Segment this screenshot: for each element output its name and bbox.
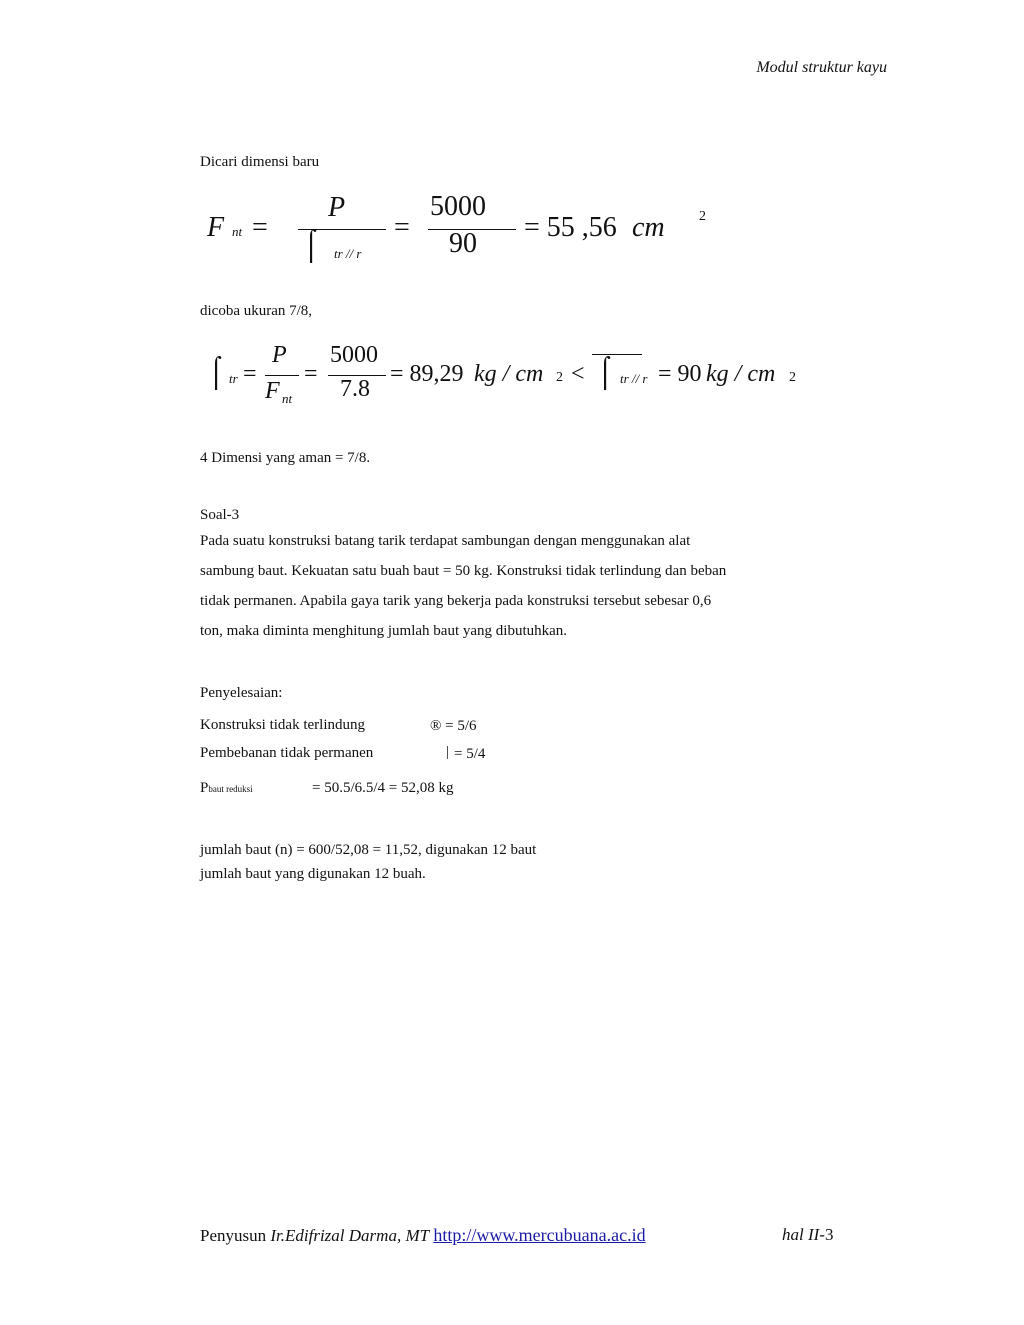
eq2-exp-1: 2 [556,370,563,385]
eq2-num-P: P [272,342,287,368]
eq2-less-than: < [571,361,585,387]
eq2-num-2: 5000 [330,342,378,368]
eq1-num-2: 5000 [430,191,486,222]
eq2-den-F-sub: nt [282,391,293,406]
eq1-result: = 55 ,56 [524,212,617,243]
solution-line-2: jumlah baut yang digunakan 12 buah. [200,866,426,882]
solution-row1-value: ® = 5/6 [430,718,477,734]
solution-row1-label: Konstruksi tidak terlindung [200,717,365,733]
eq2-result-unit: kg / cm [474,361,544,387]
solution-line-1: jumlah baut (n) = 600/52,08 = 11,52, digunakan 12 baut [200,842,537,858]
soal-line: tidak permanen. Apabila gaya tarik yang bekerja pada konstruksi tersebut sebesar 0,6 [200,593,712,609]
footer-page-prefix: hal II- [782,1225,825,1244]
eq2-allow-unit: kg / cm [706,361,776,387]
eq2-result-num: = 89,29 [390,361,464,387]
soal-line: Pada suatu konstruksi batang tarik terdapat sambungan dengan menggunakan alat [200,533,691,549]
eq1-den-sub: tr // r [334,246,362,261]
footer-page-num: 3 [824,1225,834,1244]
eq2-equals: = [243,361,257,387]
solution-title: Penyelesaian: [200,685,283,701]
soal-title: Soal-3 [200,507,240,523]
eq1-exp: 2 [699,209,706,224]
footer-page-number [782,1225,833,1245]
header-title: Modul struktur kayu [756,59,887,76]
footer-prefix: Penyusun [200,1226,267,1245]
eq2-exp-2: 2 [789,370,796,385]
eq2-tau2-sub: tr // r [620,371,648,386]
eq1-tau-symbol: ⌠ [302,228,321,261]
conclusion-text: 4 Dimensi yang aman = 7/8. [200,450,371,466]
eq2-den-2: 7.8 [340,376,370,402]
footer-url-link[interactable]: http://www.mercubuana.ac.id [433,1225,646,1245]
eq2-den-F: F [265,378,280,404]
solution-row3-label: P [200,780,209,796]
eq1-lhs-sub: nt [232,224,243,239]
eq2-allow-num: = 90 [658,361,702,387]
soal-line: sambung baut. Kekuatan satu buah baut = 50 kg. Konstruksi tidak terlindung dan beban [200,563,727,579]
solution-row3-value: = 50.5/6.5/4 = 52,08 kg [312,780,454,796]
eq1-num-P: P [328,192,346,223]
eq1-equals: = [252,212,268,243]
eq2-equals-2: = [304,361,318,387]
trial-text: dicoba ukuran 7/8, [200,303,313,319]
eq2-tau2-symbol: ⌠ [596,355,615,388]
eq1-equals-2: = [394,212,410,243]
eq2-tau-sub: tr [229,371,238,386]
footer-credit [200,1225,646,1246]
eq1-den-2: 90 [449,228,477,259]
soal-line: ton, maka diminta menghitung jumlah baut yang dibutuhkan. [200,623,568,639]
eq1-unit: cm [632,212,665,243]
eq2-frac-line-1 [265,375,299,376]
footer-author: Ir.Edifrizal Darma, MT [270,1226,430,1245]
eq2-tau-symbol: ⌠ [207,355,226,388]
solution-row3-sub: baut reduksi [208,784,253,794]
solution-row2-label: Pembebanan tidak permanen [200,745,374,761]
solution-row2-symbol: | [446,744,450,760]
solution-row3 [200,780,253,797]
intro-text: Dicari dimensi baru [200,154,320,170]
eq1-lhs-var: F [207,212,225,243]
solution-row2-value: = 5/4 [454,746,486,762]
